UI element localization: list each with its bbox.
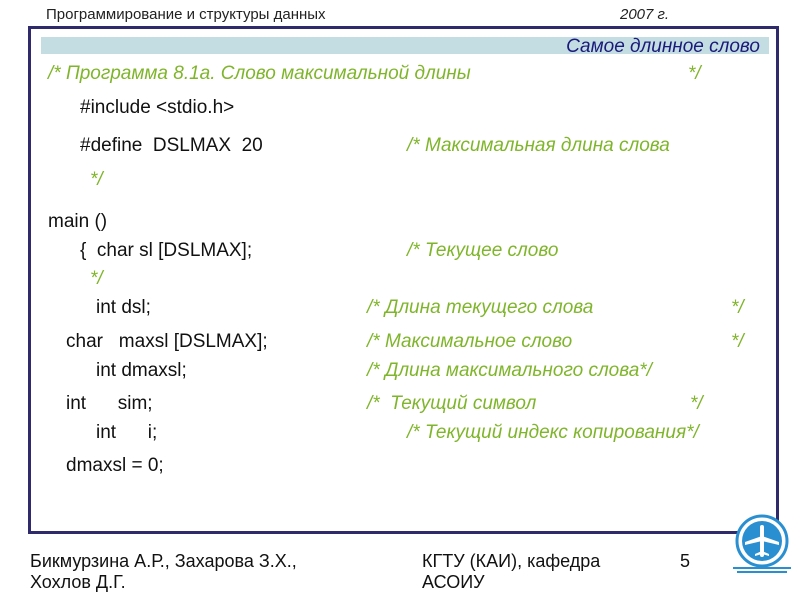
assign-line: dmaxsl = 0; (66, 455, 164, 476)
decl-sim-comment: /* Текущий символ (367, 393, 537, 414)
decl-sl-line: { char sl [DSLMAX]; (80, 240, 253, 261)
decl-maxsl-comment-end: */ (731, 331, 744, 352)
decl-sl-comment: /* Текущее слово (407, 240, 559, 261)
org-line-2: АСОИУ (422, 572, 485, 592)
decl-i-comment: /* Текущий индекс копирования*/ (407, 422, 699, 443)
decl-dsl-line: int dsl; (96, 297, 151, 318)
decl-sim-comment-end: */ (690, 393, 703, 414)
slide-title: Самое длинное слово (566, 36, 760, 57)
authors-line-2: Хохлов Д.Г. (30, 572, 126, 592)
include-line: #include <stdio.h> (80, 97, 235, 118)
authors-line-1: Бикмурзина А.Р., Захарова З.Х., (30, 551, 297, 571)
footer-authors (30, 551, 370, 593)
org-line-1: КГТУ (КАИ), кафедра (422, 551, 601, 571)
footer-organization (422, 551, 642, 593)
decl-dmaxsl-line: int dmaxsl; (96, 360, 187, 381)
decl-dsl-comment-end: */ (731, 297, 744, 318)
year-label: 2007 г. (620, 6, 670, 23)
course-title: Программирование и структуры данных (46, 6, 326, 23)
decl-sl-comment-end: */ (90, 268, 103, 289)
decl-maxsl-comment: /* Максимальное слово (367, 331, 573, 352)
define-comment-end: */ (90, 169, 103, 190)
define-comment: /* Максимальная длина слова (407, 135, 670, 156)
main-line: main () (48, 211, 108, 232)
airplane-logo-icon (731, 511, 793, 575)
decl-i-line: int i; (96, 422, 158, 443)
program-comment: /* Программа 8.1а. Слово максимальной длины (48, 63, 471, 84)
page-number: 5 (680, 551, 691, 571)
decl-sim-line: int sim; (66, 393, 153, 414)
decl-dsl-comment: /* Длина текущего слова (367, 297, 594, 318)
program-comment-end: */ (688, 63, 701, 84)
decl-dmaxsl-comment: /* Длина максимального слова*/ (367, 360, 652, 381)
define-line: #define DSLMAX 20 (80, 135, 263, 156)
decl-maxsl-line: char maxsl [DSLMAX]; (66, 331, 268, 352)
